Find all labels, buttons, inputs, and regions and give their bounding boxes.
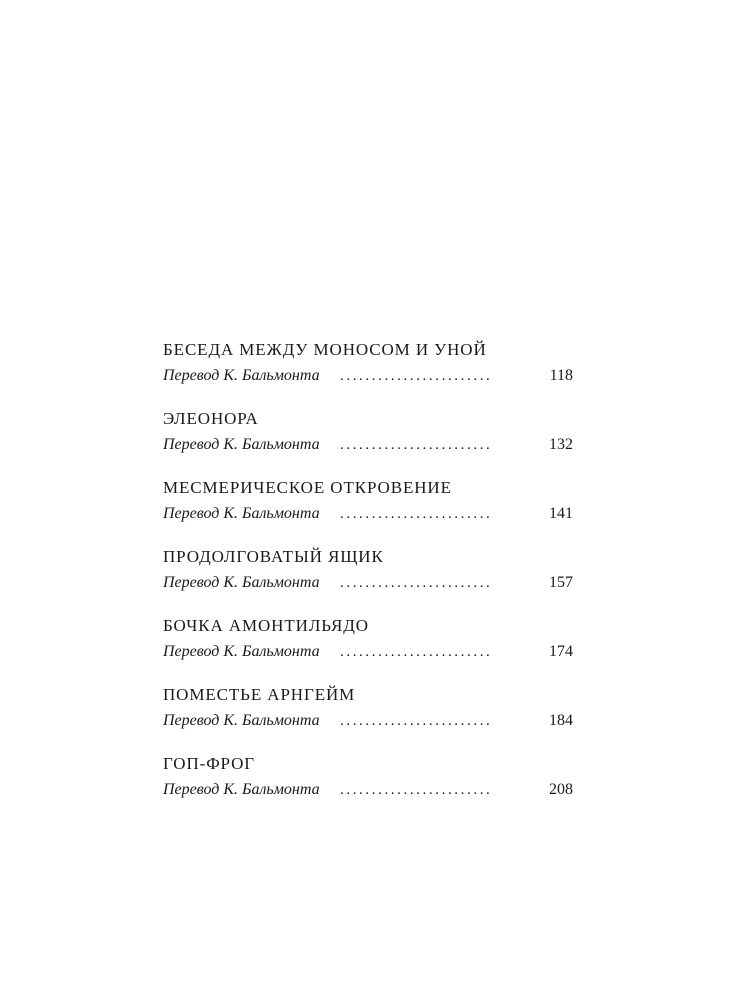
translator-credit: Перевод К. Бальмонта — [163, 712, 320, 729]
entry-title: МЕСМЕРИЧЕСКОЕ ОТКРОВЕНИЕ — [163, 478, 452, 497]
toc-entry[interactable] — [163, 545, 573, 614]
page-number: 184 — [549, 712, 573, 729]
page-number: 132 — [549, 436, 573, 453]
translator-credit: Перевод К. Бальмонта — [163, 781, 320, 798]
translator-credit: Перевод К. Бальмонта — [163, 643, 320, 660]
translator-credit: Перевод К. Бальмонта — [163, 574, 320, 591]
toc-entry[interactable] — [163, 476, 573, 545]
dot-leader: ........................ — [340, 575, 493, 591]
entry-line — [163, 641, 573, 663]
table-of-contents — [163, 338, 573, 821]
dot-leader: ........................ — [340, 644, 493, 660]
page-number: 141 — [549, 505, 573, 522]
entry-title: ПРОДОЛГОВАТЫЙ ЯЩИК — [163, 547, 384, 566]
page-number: 174 — [549, 643, 573, 660]
entry-title: ГОП-ФРОГ — [163, 754, 256, 773]
entry-title: ПОМЕСТЬЕ АРНГЕЙМ — [163, 685, 356, 704]
dot-leader: ........................ — [340, 368, 493, 384]
page-number: 118 — [549, 367, 573, 384]
dot-leader: ........................ — [340, 506, 493, 522]
entry-title: БОЧКА АМОНТИЛЬЯДО — [163, 616, 369, 635]
entry-line — [163, 365, 573, 387]
toc-entry[interactable] — [163, 683, 573, 752]
entry-title: БЕСЕДА МЕЖДУ МОНОСОМ И УНОЙ — [163, 340, 487, 359]
entry-line — [163, 710, 573, 732]
toc-entry[interactable] — [163, 338, 573, 407]
toc-entry[interactable] — [163, 614, 573, 683]
entry-line — [163, 503, 573, 525]
dot-leader: ........................ — [340, 782, 493, 798]
dot-leader: ........................ — [340, 437, 493, 453]
entry-line — [163, 434, 573, 456]
translator-credit: Перевод К. Бальмонта — [163, 436, 320, 453]
dot-leader: ........................ — [340, 713, 493, 729]
translator-credit: Перевод К. Бальмонта — [163, 367, 320, 384]
entry-line — [163, 572, 573, 594]
entry-line — [163, 779, 573, 801]
toc-entry[interactable] — [163, 407, 573, 476]
page-number: 208 — [549, 781, 573, 798]
translator-credit: Перевод К. Бальмонта — [163, 505, 320, 522]
toc-entry[interactable] — [163, 752, 573, 821]
entry-title: ЭЛЕОНОРА — [163, 409, 259, 428]
page-number: 157 — [549, 574, 573, 591]
